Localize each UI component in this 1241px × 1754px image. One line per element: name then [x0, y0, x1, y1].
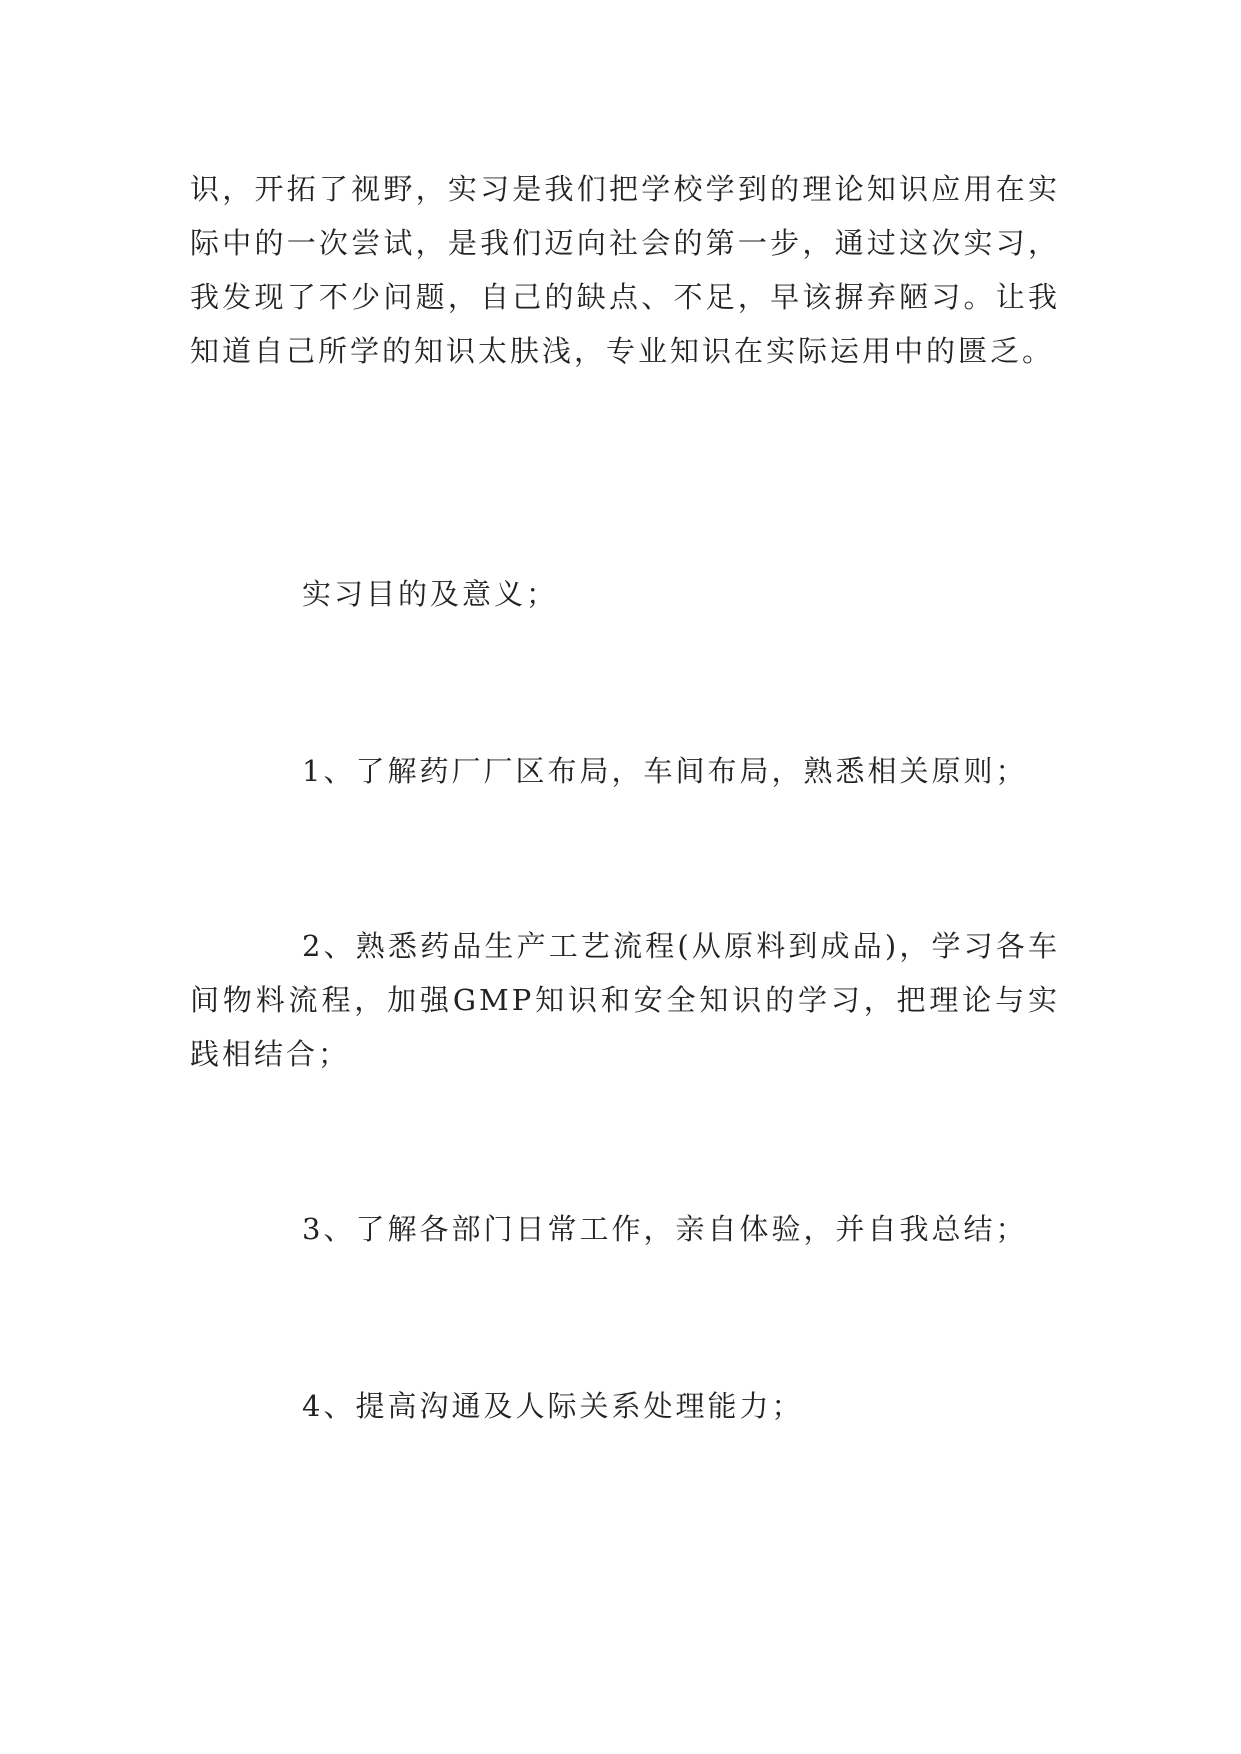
- list-item-4: 4、提高沟通及人际关系处理能力；: [302, 1389, 804, 1423]
- intro-paragraph: 识，开拓了视野，实习是我们把学校学到的理论知识应用在实际中的一次尝试，是我们迈向社会的第一步，通过这次实习，我发现了不少问题，自己的缺点、不足，早该摒弃陋习。让我知道自己所学的知识太肤浅，专业知识在实际运用中的匮乏。: [190, 172, 1060, 368]
- list-item-1: 1、了解药厂厂区布局，车间布局，熟悉相关原则；: [302, 754, 1028, 788]
- section-heading: 实习目的及意义；: [302, 577, 559, 611]
- list-item-3: 3、了解各部门日常工作，亲自体验，并自我总结；: [302, 1212, 1028, 1246]
- list-item-2: 2、熟悉药品生产工艺流程(从原料到成品)，学习各车间物料流程，加强GMP知识和安全知识的学习，把理论与实践相结合；: [190, 929, 1060, 1071]
